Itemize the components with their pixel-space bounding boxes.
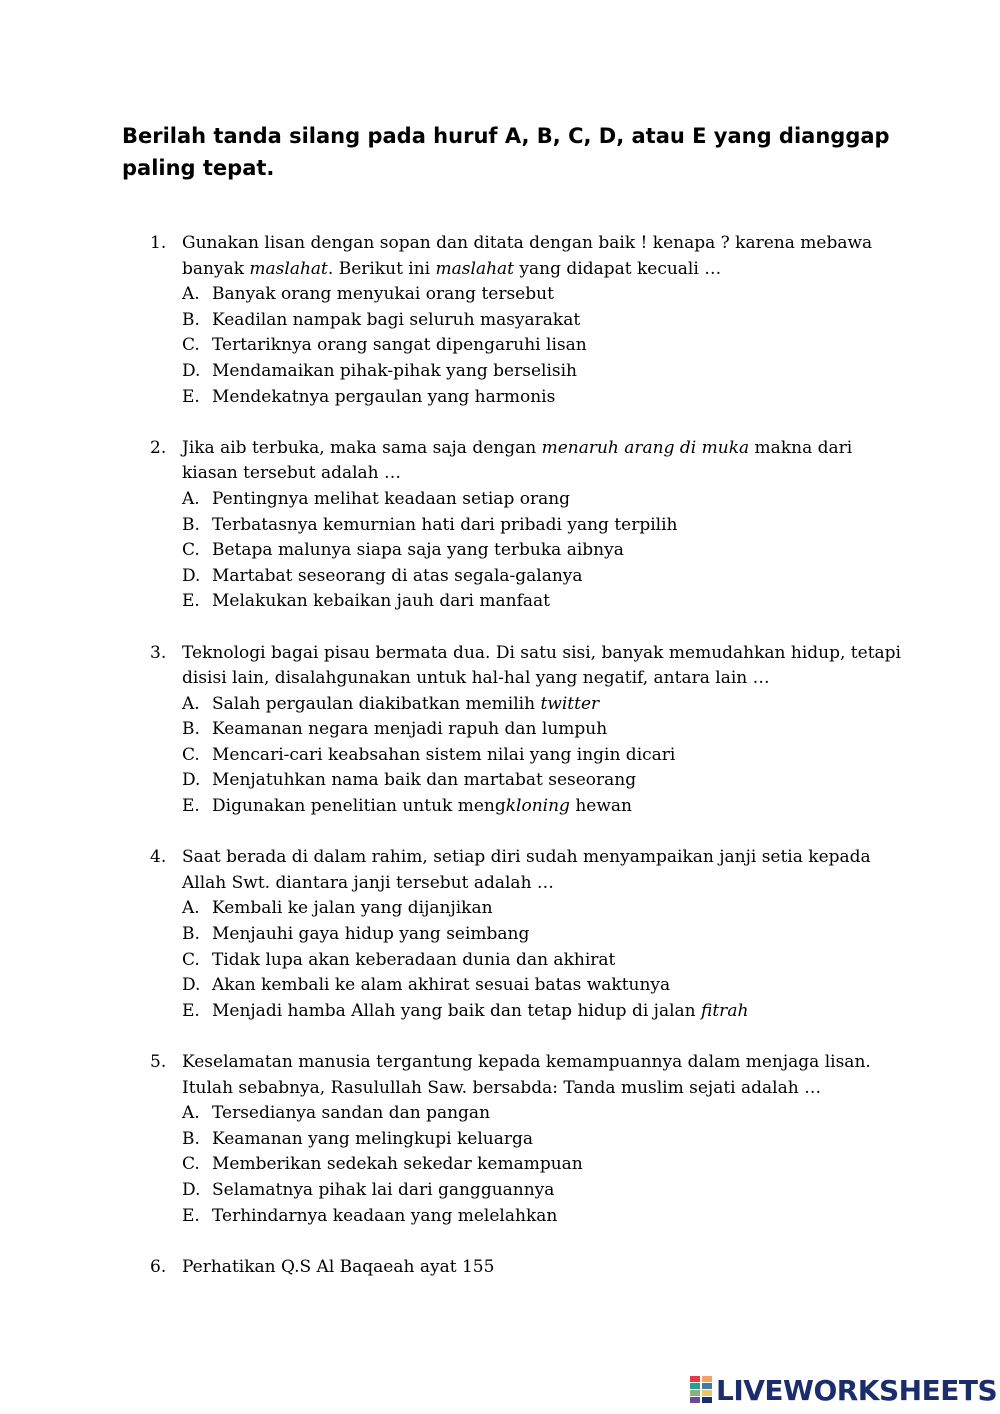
option-letter: B.	[182, 719, 200, 740]
option-c[interactable]	[182, 948, 910, 974]
question-list	[150, 231, 910, 1306]
option-letter: E.	[182, 1000, 200, 1021]
option-letter: A.	[182, 488, 200, 509]
liveworksheets-logo-icon	[690, 1376, 712, 1404]
option-text: Melakukan kebaikan jauh dari manfaat	[212, 591, 550, 612]
liveworksheets-logo	[690, 1372, 997, 1408]
option-letter: A.	[182, 693, 200, 714]
option-d[interactable]	[182, 1178, 910, 1204]
option-a[interactable]	[182, 692, 910, 718]
option-text: Mendamaikan pihak-pihak yang berselisih	[212, 360, 577, 381]
option-e[interactable]	[182, 999, 910, 1025]
option-text: Kembali ke jalan yang dijanjikan	[212, 898, 493, 919]
option-text: Tersedianya sandan dan pangan	[212, 1103, 491, 1124]
option-letter: C.	[182, 744, 200, 765]
question-number: 2.	[150, 437, 167, 458]
option-e[interactable]	[182, 1204, 910, 1230]
question-text: Saat berada di dalam rahim, setiap diri sudah menyampaikan janji setia kepada Allah Swt. diantara janji tersebut adalah …	[182, 847, 871, 893]
option-text: Menjauhi gaya hidup yang seimbang	[212, 924, 530, 945]
option-letter: D.	[182, 360, 201, 381]
option-letter: B.	[182, 514, 200, 535]
option-b[interactable]	[182, 308, 910, 334]
option-letter: C.	[182, 1154, 200, 1175]
option-b[interactable]	[182, 1127, 910, 1153]
option-list	[182, 692, 910, 820]
option-letter: C.	[182, 335, 200, 356]
question-number: 5.	[150, 1052, 167, 1072]
option-letter: E.	[182, 386, 200, 407]
option-letter: B.	[182, 1128, 200, 1149]
option-b[interactable]	[182, 717, 910, 743]
question-number: 1.	[150, 233, 167, 253]
option-text: Menjatuhkan nama baik dan martabat seseorang	[212, 770, 637, 791]
option-letter: D.	[182, 565, 201, 586]
option-a[interactable]	[182, 282, 910, 308]
option-d[interactable]	[182, 564, 910, 590]
option-text: Terhindarnya keadaan yang melelahkan	[212, 1205, 558, 1226]
option-text: Akan kembali ke alam akhirat sesuai batas waktunya	[212, 975, 671, 996]
option-e[interactable]	[182, 589, 910, 615]
option-b[interactable]	[182, 922, 910, 948]
option-letter: D.	[182, 975, 201, 996]
option-text: Pentingnya melihat keadaan setiap orang	[212, 488, 571, 509]
logo-text: LIVEWORKSHEETS	[716, 1373, 998, 1407]
option-letter: E.	[182, 796, 200, 817]
option-e[interactable]	[182, 385, 910, 411]
option-letter: D.	[182, 770, 201, 791]
option-letter: C.	[182, 949, 200, 970]
question-text: Perhatikan Q.S Al Baqaeah ayat 155	[182, 1256, 495, 1277]
option-text: Memberikan sedekah sekedar kemampuan	[212, 1154, 583, 1175]
option-letter: E.	[182, 1205, 200, 1226]
question-number: 6.	[150, 1256, 167, 1277]
option-letter: D.	[182, 1179, 201, 1200]
option-letter: B.	[182, 924, 200, 945]
option-text: Banyak orang menyukai orang tersebut	[212, 284, 554, 305]
question-text: Teknologi bagai pisau bermata dua. Di satu sisi, banyak memudahkan hidup, tetapi disisi lain, disalahgunakan untuk hal-hal yang negatif, antara lain …	[182, 642, 901, 689]
option-text: Digunakan penelitian untuk mengkloning hewan	[212, 796, 633, 817]
question-3	[150, 641, 910, 820]
option-list	[182, 1101, 910, 1229]
option-d[interactable]	[182, 359, 910, 385]
option-text: Martabat seseorang di atas segala-galanya	[212, 565, 583, 586]
option-text: Tidak lupa akan keberadaan dunia dan akhirat	[212, 949, 616, 970]
question-text: Keselamatan manusia tergantung kepada kemampuannya dalam menjaga lisan. Itulah sebabnya, Rasulullah Saw. bersabda: Tanda muslim sejati adalah …	[182, 1052, 871, 1098]
option-text: Menjadi hamba Allah yang baik dan tetap hidup di jalan fitrah	[212, 1000, 749, 1021]
option-text: Keamanan yang melingkupi keluarga	[212, 1128, 533, 1149]
option-list	[182, 487, 910, 615]
option-text: Betapa malunya siapa saja yang terbuka aibnya	[212, 540, 624, 561]
option-c[interactable]	[182, 743, 910, 769]
option-text: Mendekatnya pergaulan yang harmonis	[212, 386, 556, 407]
option-text: Mencari-cari keabsahan sistem nilai yang ingin dicari	[212, 744, 676, 765]
option-text: Salah pergaulan diakibatkan memilih twitter	[212, 693, 600, 714]
option-c[interactable]	[182, 333, 910, 359]
option-e[interactable]	[182, 794, 910, 820]
option-text: Tertariknya orang sangat dipengaruhi lisan	[212, 335, 587, 356]
option-letter: A.	[182, 898, 200, 919]
question-5	[150, 1050, 910, 1229]
option-letter: A.	[182, 284, 200, 305]
option-c[interactable]	[182, 538, 910, 564]
question-2	[150, 436, 910, 615]
question-1	[150, 231, 910, 410]
instruction-heading: Berilah tanda silang pada huruf A, B, C, D, atau E yang dianggap paling tepat.	[122, 124, 890, 180]
option-a[interactable]	[182, 896, 910, 922]
option-letter: E.	[182, 591, 200, 612]
option-text: Keadilan nampak bagi seluruh masyarakat	[212, 309, 581, 330]
option-letter: A.	[182, 1103, 200, 1124]
option-c[interactable]	[182, 1152, 910, 1178]
option-letter: C.	[182, 540, 200, 561]
option-a[interactable]	[182, 487, 910, 513]
option-text: Terbatasnya kemurnian hati dari pribadi yang terpilih	[212, 514, 678, 535]
option-text: Selamatnya pihak lai dari gangguannya	[212, 1179, 555, 1200]
question-number: 3.	[150, 642, 167, 663]
option-list	[182, 896, 910, 1024]
question-text: Gunakan lisan dengan sopan dan ditata dengan baik ! kenapa ? karena mebawa banyak maslahat. Berikut ini maslahat yang didapat kecuali …	[182, 233, 873, 279]
option-a[interactable]	[182, 1101, 910, 1127]
option-letter: B.	[182, 309, 200, 330]
question-text: Jika aib terbuka, maka sama saja dengan menaruh arang di muka makna dari kiasan tersebut adalah …	[182, 437, 853, 484]
question-6	[150, 1255, 910, 1281]
option-d[interactable]	[182, 973, 910, 999]
option-b[interactable]	[182, 513, 910, 539]
question-number: 4.	[150, 847, 167, 868]
option-list	[182, 282, 910, 410]
question-4	[150, 845, 910, 1024]
option-d[interactable]	[182, 768, 910, 794]
option-text: Keamanan negara menjadi rapuh dan lumpuh	[212, 719, 608, 740]
